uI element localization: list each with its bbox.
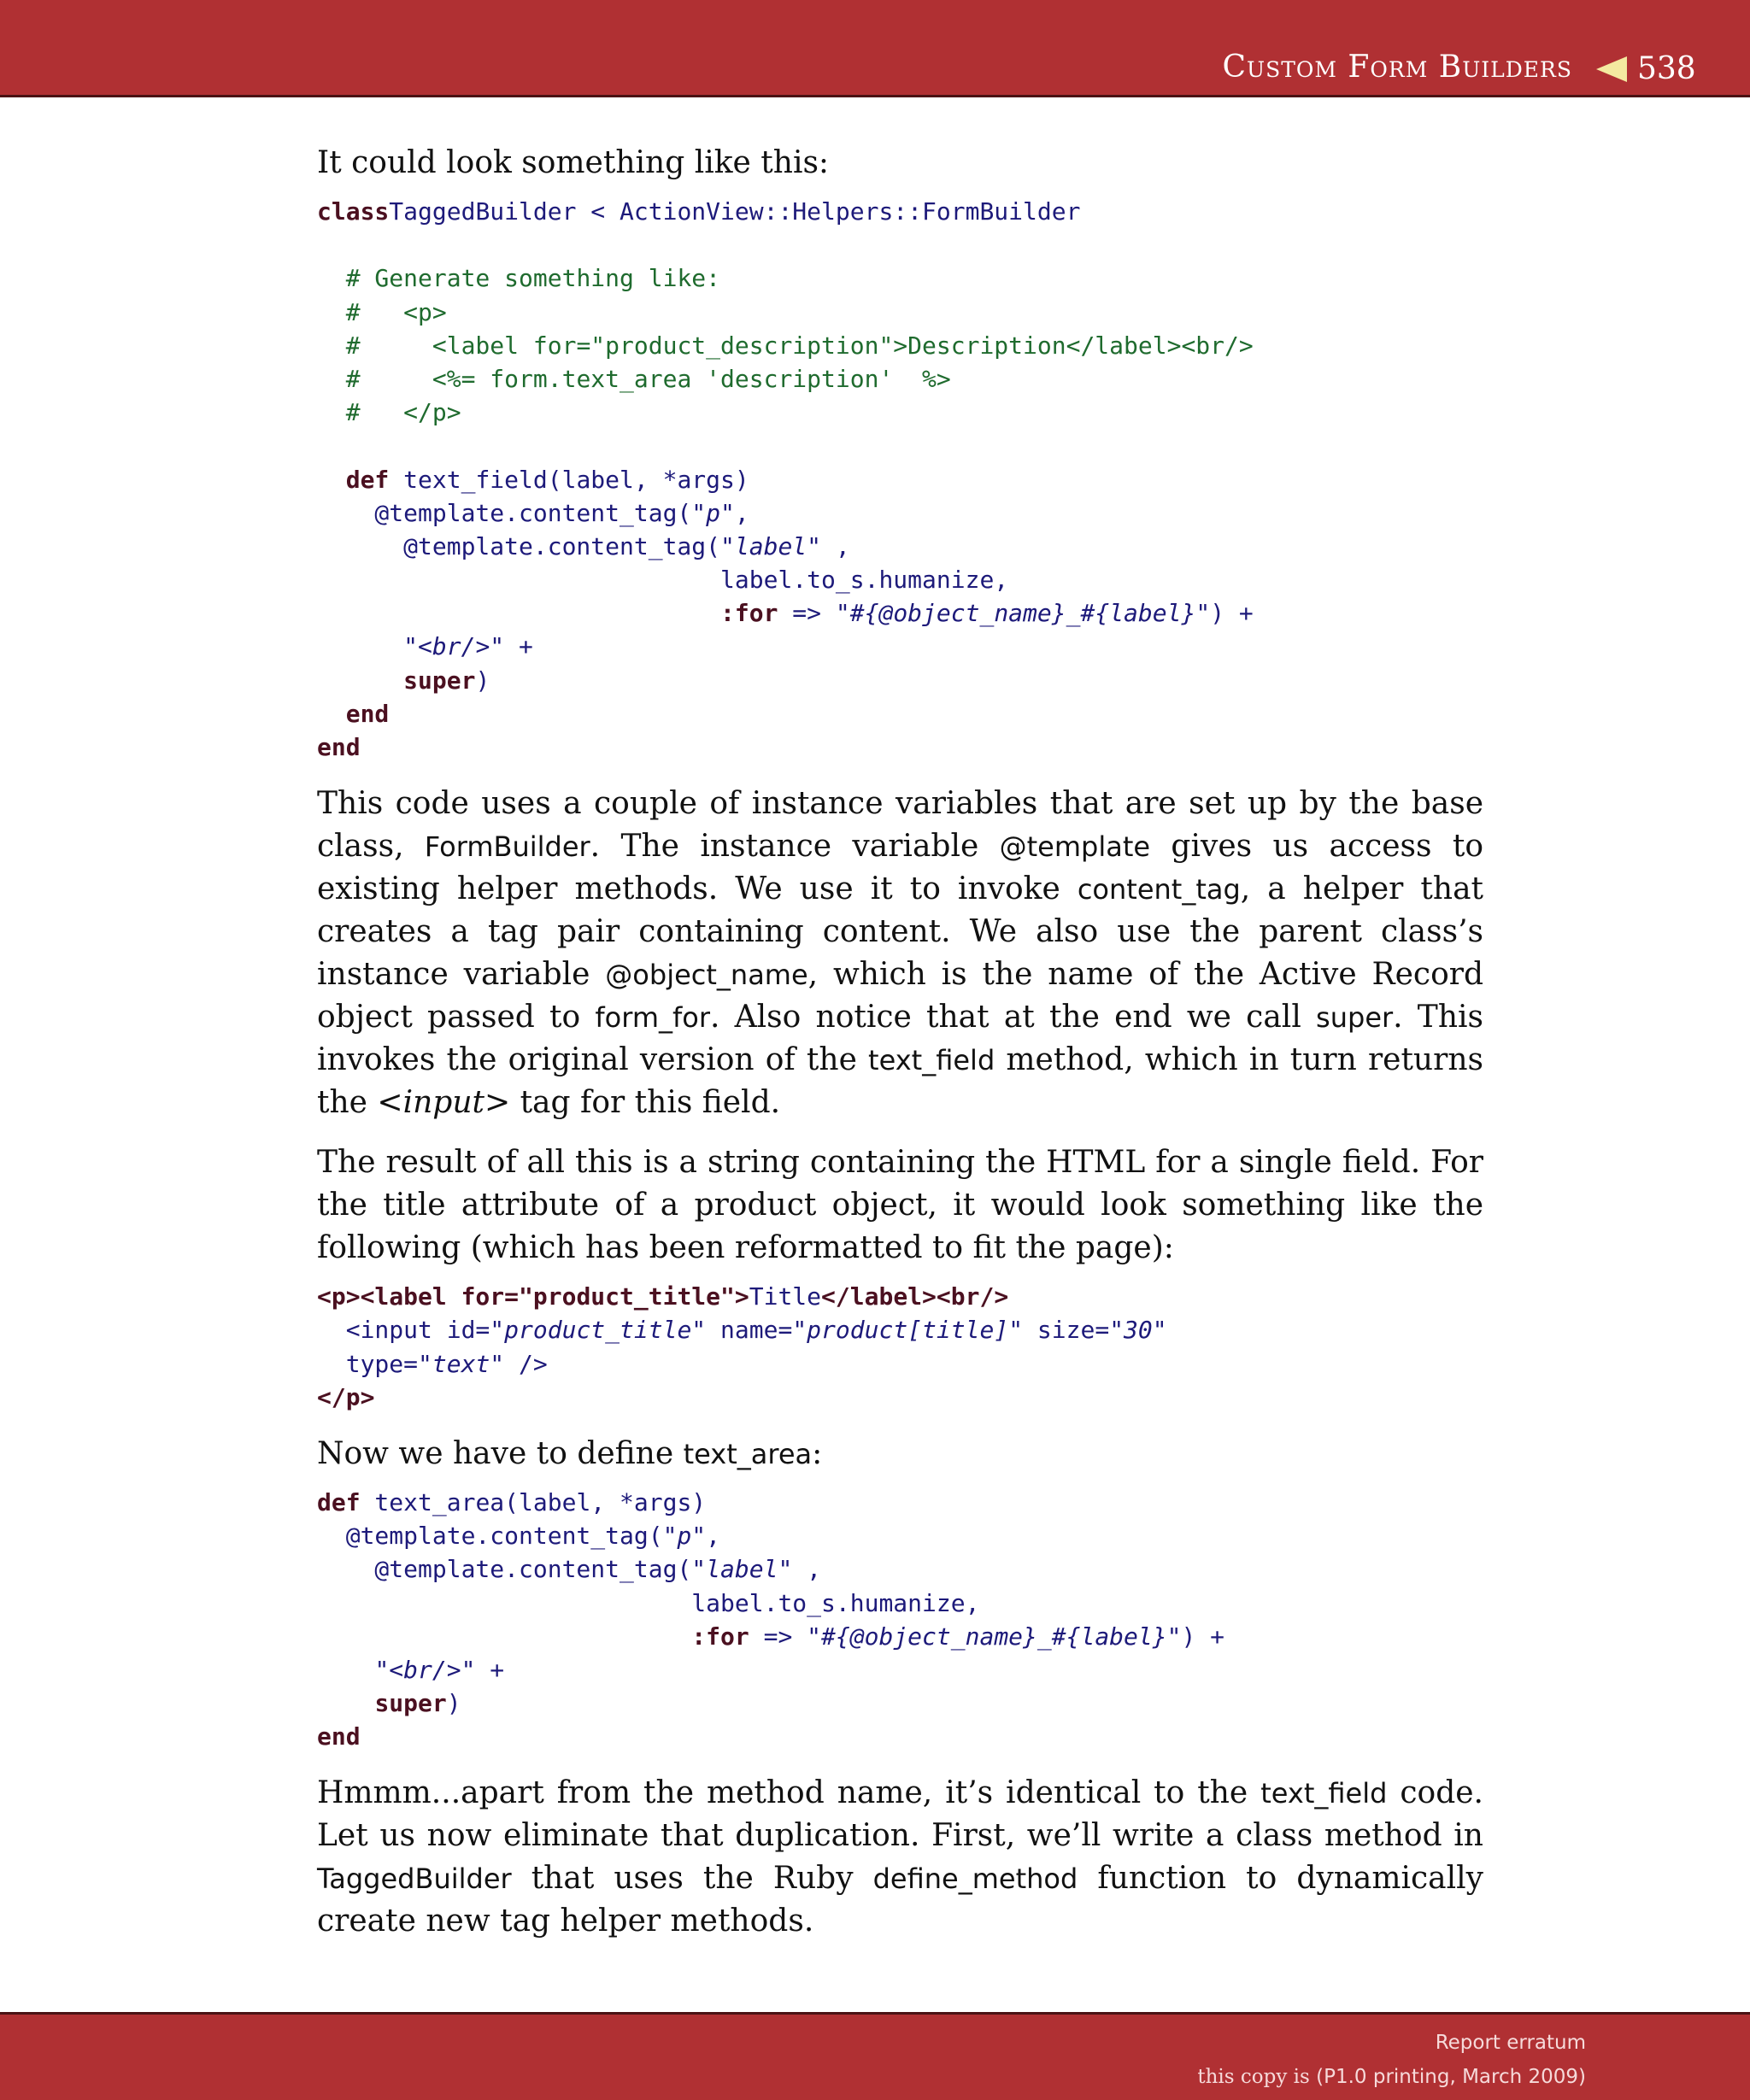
code-line bbox=[317, 1587, 1483, 1620]
code-text: @template.content_tag( bbox=[317, 531, 721, 560]
code-text bbox=[317, 264, 346, 292]
code-text: ) bbox=[446, 1689, 461, 1718]
code-line bbox=[317, 1347, 1483, 1381]
text-run: : bbox=[812, 1435, 823, 1471]
page-number: 538 bbox=[1637, 51, 1696, 86]
code-line bbox=[317, 1381, 1483, 1414]
paragraph-define-text-area bbox=[317, 1433, 1483, 1475]
code-identifier: FormBuilder bbox=[424, 830, 590, 864]
code-string: "<br/>" bbox=[374, 1655, 476, 1684]
code-tag: </label><br/> bbox=[821, 1282, 1009, 1311]
code-comment: # <p> bbox=[345, 297, 447, 326]
text-run: function to dynamically create new tag helper methods. bbox=[317, 1861, 1483, 1939]
code-string: "product[title]" bbox=[792, 1316, 1024, 1345]
code-string: "#{@object_name}_#{label}" bbox=[807, 1622, 1182, 1651]
code-line bbox=[317, 429, 1483, 462]
report-erratum-link[interactable]: Report erratum bbox=[1435, 2032, 1586, 2054]
copy-printing: (P1.0 printing, March 2009) bbox=[1316, 2066, 1586, 2088]
code-text: , bbox=[792, 1555, 822, 1584]
code-string: "#{@object_name}_#{label}" bbox=[835, 599, 1211, 628]
code-text: <input id= bbox=[317, 1316, 490, 1345]
code-keyword: end bbox=[317, 733, 361, 761]
code-text: Title bbox=[749, 1282, 822, 1311]
code-text: name= bbox=[706, 1316, 793, 1345]
code-text bbox=[317, 331, 346, 360]
code-tag: </p> bbox=[317, 1382, 375, 1411]
code-line bbox=[317, 296, 1483, 329]
code-identifier: text_field bbox=[868, 1044, 995, 1077]
code-line bbox=[317, 1653, 1483, 1686]
code-text: => bbox=[749, 1622, 807, 1651]
text-run: > tag for this field. bbox=[484, 1085, 781, 1121]
previous-page-arrow-icon[interactable] bbox=[1596, 56, 1627, 82]
text-run: code. Let us now eliminate that duplication. First, we’ll write a class method in bbox=[317, 1775, 1483, 1854]
code-line bbox=[317, 697, 1483, 730]
code-text: ) + bbox=[1181, 1622, 1225, 1651]
code-text: /> bbox=[504, 1349, 548, 1378]
code-string: "30" bbox=[1109, 1316, 1167, 1345]
text-run: . Also notice that at the end we call bbox=[710, 1000, 1317, 1035]
code-text bbox=[317, 1622, 691, 1651]
text-run: , a helper that creates a tag pair containing content. We also use the parent class’s instance variable bbox=[317, 871, 1484, 993]
code-text: size= bbox=[1023, 1316, 1110, 1345]
code-text: , bbox=[706, 1522, 721, 1551]
code-line bbox=[317, 730, 1483, 764]
code-string: "label" bbox=[720, 531, 822, 560]
code-text bbox=[317, 632, 403, 660]
text-run: . The instance variable bbox=[590, 829, 1000, 865]
code-comment: # <%= form.text_area 'description' %> bbox=[345, 364, 951, 393]
code-identifier: TaggedBuilder bbox=[317, 1862, 512, 1896]
code-identifier: @object_name bbox=[605, 959, 808, 992]
paragraph-instance-variables bbox=[317, 783, 1483, 1124]
code-string: "product_title" bbox=[490, 1316, 707, 1345]
code-text: label.to_s.humanize, bbox=[317, 1588, 980, 1617]
code-tag: <p><label bbox=[317, 1282, 447, 1311]
text-run: Now we have to define bbox=[317, 1435, 684, 1471]
code-text: @template.content_tag( bbox=[317, 1522, 663, 1551]
code-keyword: end bbox=[345, 699, 390, 728]
paragraph-duplication bbox=[317, 1772, 1483, 1943]
code-line bbox=[317, 1519, 1483, 1552]
code-string: "p" bbox=[662, 1522, 707, 1551]
code-block-tagged-builder bbox=[317, 195, 1483, 764]
text-run: method, which in turn returns the < bbox=[317, 1042, 1483, 1121]
code-text bbox=[317, 700, 346, 728]
code-identifier: content_tag bbox=[1077, 873, 1241, 906]
code-text: @template.content_tag( bbox=[317, 1555, 692, 1584]
text-run: . This invokes the original version of the bbox=[317, 1000, 1483, 1078]
code-line bbox=[317, 1313, 1483, 1346]
code-keyword: class bbox=[317, 197, 390, 226]
code-line bbox=[317, 1686, 1483, 1720]
paragraph-result: The result of all this is a string containing the HTML for a single field. For the title attribute of a product object, it would look something like the following (which has been reformatted to fit the page): bbox=[317, 1145, 1483, 1266]
code-line bbox=[317, 362, 1483, 396]
code-line bbox=[317, 563, 1483, 596]
code-text bbox=[317, 298, 346, 326]
code-keyword: def bbox=[317, 1487, 361, 1516]
text-run: gives us access to existing helper methods. We use it to invoke bbox=[317, 829, 1483, 907]
text-run: that uses the Ruby bbox=[511, 1861, 873, 1897]
code-text: @template.content_tag( bbox=[317, 498, 692, 527]
code-identifier: @template bbox=[999, 830, 1151, 864]
code-text bbox=[317, 1656, 374, 1684]
code-line bbox=[317, 1486, 1483, 1519]
code-line bbox=[317, 261, 1483, 295]
code-text: + bbox=[504, 632, 533, 661]
code-line bbox=[317, 1720, 1483, 1753]
code-line bbox=[317, 530, 1483, 563]
code-text: , bbox=[734, 498, 749, 527]
code-line bbox=[317, 1552, 1483, 1586]
copy-info bbox=[1197, 2066, 1586, 2088]
code-keyword: :for bbox=[691, 1622, 749, 1651]
code-keyword: super bbox=[374, 1689, 447, 1718]
code-keyword: super bbox=[403, 666, 476, 695]
code-tag: for="product_title"> bbox=[461, 1282, 749, 1311]
copy-prefix: this copy is bbox=[1197, 2066, 1317, 2088]
code-string: "text" bbox=[418, 1349, 505, 1378]
code-text bbox=[317, 466, 346, 494]
code-text bbox=[317, 599, 720, 627]
code-keyword: end bbox=[317, 1722, 361, 1751]
code-text: + bbox=[475, 1655, 505, 1684]
code-text: type= bbox=[317, 1349, 419, 1378]
code-identifier: text_field bbox=[1260, 1777, 1388, 1810]
code-line bbox=[317, 596, 1483, 630]
emphasis: input bbox=[402, 1085, 484, 1121]
code-text bbox=[317, 398, 346, 426]
code-keyword: :for bbox=[720, 599, 778, 628]
code-text: ) + bbox=[1210, 599, 1254, 628]
code-keyword: def bbox=[345, 465, 390, 494]
code-line bbox=[317, 463, 1483, 496]
code-text bbox=[317, 1689, 374, 1717]
code-identifier: define_method bbox=[872, 1862, 1078, 1896]
code-string: "p" bbox=[691, 498, 735, 527]
code-identifier: form_for bbox=[595, 1001, 710, 1035]
page-header bbox=[0, 0, 1750, 97]
code-identifier: super bbox=[1316, 1001, 1394, 1035]
page-footer bbox=[0, 2012, 1750, 2100]
code-text bbox=[317, 365, 346, 393]
code-comment: # Generate something like: bbox=[345, 264, 721, 293]
text-run: Hmmm...apart from the method name, it’s identical to the bbox=[317, 1775, 1261, 1811]
code-text: => bbox=[778, 599, 836, 628]
code-text: text_field(label, *args) bbox=[389, 465, 749, 494]
code-line bbox=[317, 329, 1483, 362]
code-string: "<br/>" bbox=[403, 632, 505, 661]
code-text bbox=[317, 666, 403, 695]
running-title: Custom Form Builders bbox=[1222, 50, 1572, 85]
intro-text: It could look something like this: bbox=[317, 145, 830, 180]
code-line bbox=[317, 630, 1483, 663]
code-line bbox=[317, 1280, 1483, 1313]
text-run: This code uses a couple of instance variables that are set up by the base class, bbox=[317, 786, 1483, 865]
code-line bbox=[317, 195, 1483, 228]
code-text bbox=[447, 1282, 461, 1311]
code-text: , bbox=[821, 531, 850, 560]
code-comment: # </p> bbox=[345, 398, 461, 427]
code-line bbox=[317, 664, 1483, 697]
code-line bbox=[317, 228, 1483, 261]
code-comment: # <label for="product_description">Description</label><br/> bbox=[345, 331, 1254, 360]
page-content bbox=[317, 142, 1483, 1943]
code-text: label.to_s.humanize, bbox=[317, 566, 1009, 595]
code-line bbox=[317, 496, 1483, 530]
text-run: , which is the name of the Active Record object passed to bbox=[317, 957, 1483, 1035]
code-line bbox=[317, 396, 1483, 429]
code-identifier: text_area bbox=[683, 1437, 813, 1470]
code-text: text_area(label, *args) bbox=[360, 1487, 707, 1516]
code-line bbox=[317, 1620, 1483, 1653]
code-text: ) bbox=[475, 666, 490, 695]
code-block-text-area bbox=[317, 1486, 1483, 1754]
code-text: TaggedBuilder < ActionView::Helpers::FormBuilder bbox=[389, 197, 1081, 226]
code-string: "label" bbox=[691, 1555, 793, 1584]
code-block-html-output bbox=[317, 1280, 1483, 1414]
